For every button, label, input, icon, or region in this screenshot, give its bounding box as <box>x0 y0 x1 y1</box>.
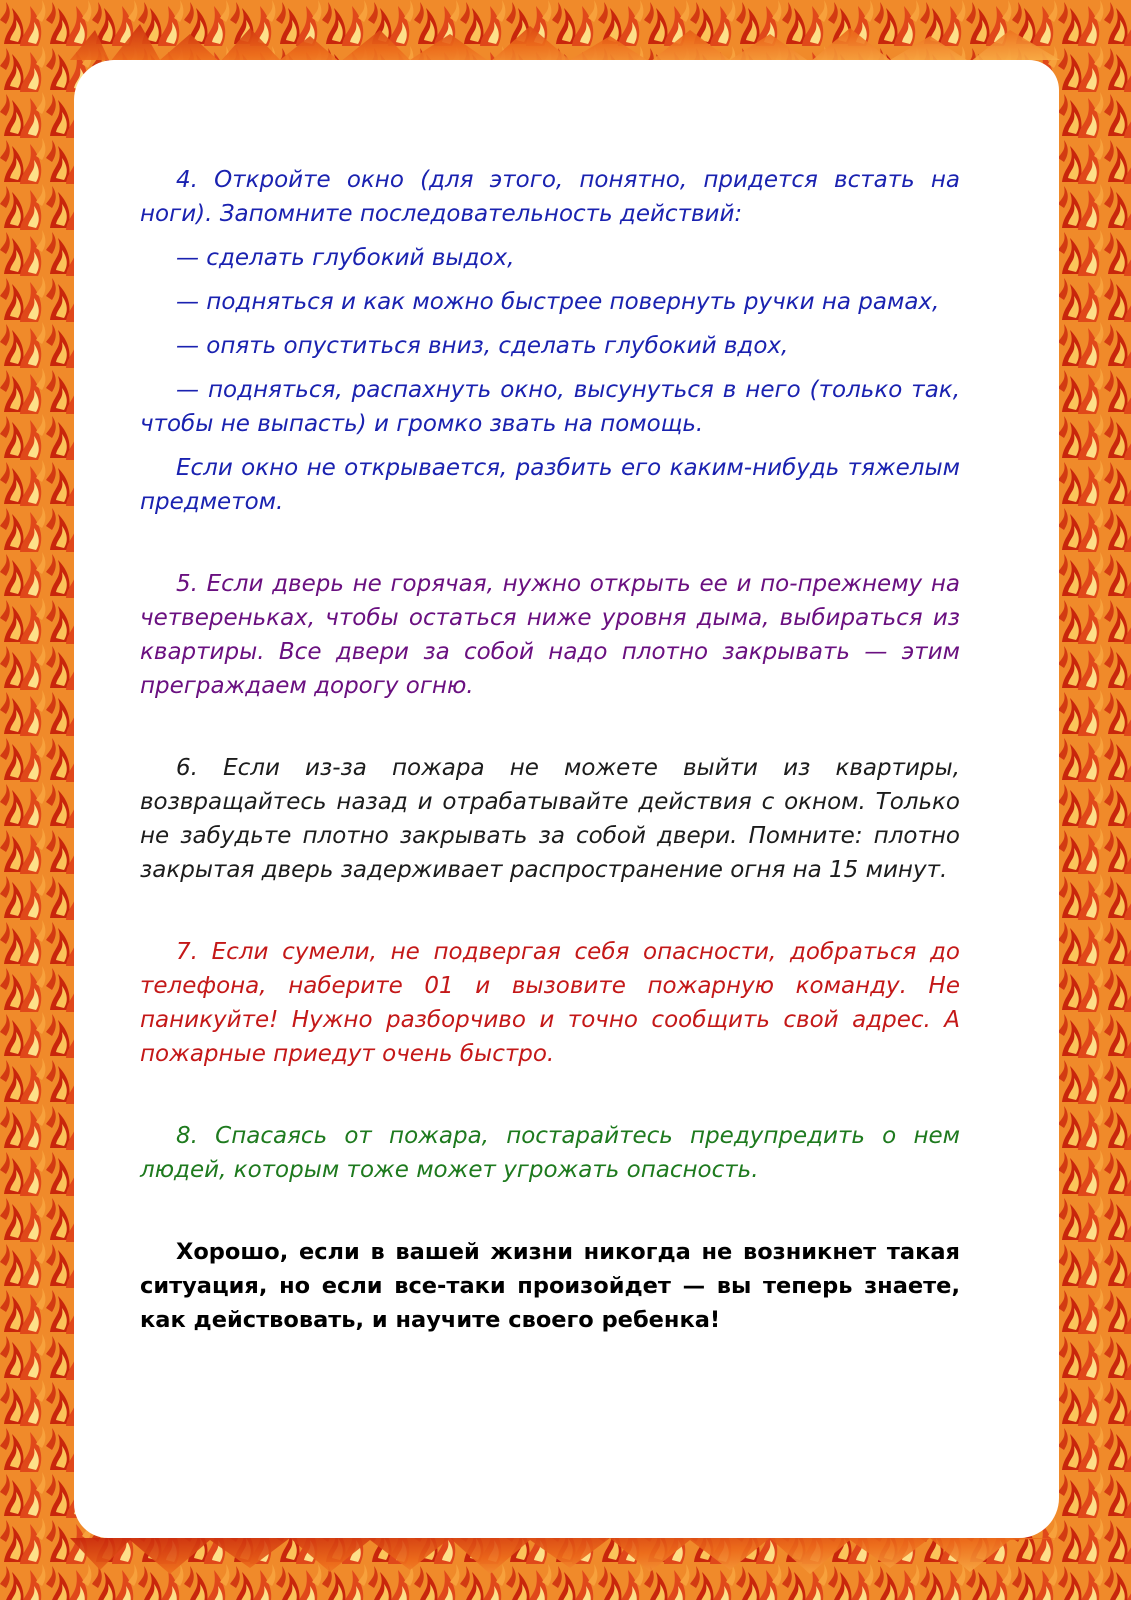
section-7: 7. Если сумели, не подвергая себя опасности, добраться до телефона, наберите 01 и вызовите пожарную команду. Не паникуйте! Нужно разборчиво и точно сообщить свой адрес. А пожарные приедут очень быстро. <box>140 939 960 1067</box>
section-8: 8. Спасаясь от пожара, постарайтесь предупредить о нем людей, которым тоже может угрожать опасность. <box>140 1123 960 1183</box>
section-4-step-1: — сделать глубокий выдох, <box>176 245 515 271</box>
document-body <box>140 163 960 1337</box>
section-4-step-4: — подняться, распахнуть окно, высунуться в него (только так, чтобы не выпасть) и громко звать на помощь. <box>140 377 960 437</box>
section-6: 6. Если из-за пожара не можете выйти из квартиры, возвращайтесь назад и отрабатывайте действия с окном. Только не забудьте плотно закрывать за собой двери. Помните: плотно закрытая дверь задерживает распространение огня на 15 минут. <box>140 755 960 883</box>
section-5: 5. Если дверь не горячая, нужно открыть ее и по-прежнему на четвереньках, чтобы остаться ниже уровня дыма, выбираться из квартиры. Все двери за собой надо плотно закрывать — этим преграждаем дорогу огню. <box>140 571 960 699</box>
section-4-step-2: — подняться и как можно быстрее повернуть ручки на рамах, <box>176 289 940 315</box>
closing-text: Хорошо, если в вашей жизни никогда не возникнет такая ситуация, но если все-таки произойдет — вы теперь знаете, как действовать, и научите своего ребенка! <box>140 1239 960 1333</box>
section-4-intro: 4. Откройте окно (для этого, понятно, придется встать на ноги). Запомните последовательность действий: <box>140 167 960 227</box>
section-4-note: Если окно не открывается, разбить его каким-нибудь тяжелым предметом. <box>140 455 960 515</box>
section-4-step-3: — опять опуститься вниз, сделать глубокий вдох, <box>176 333 789 359</box>
